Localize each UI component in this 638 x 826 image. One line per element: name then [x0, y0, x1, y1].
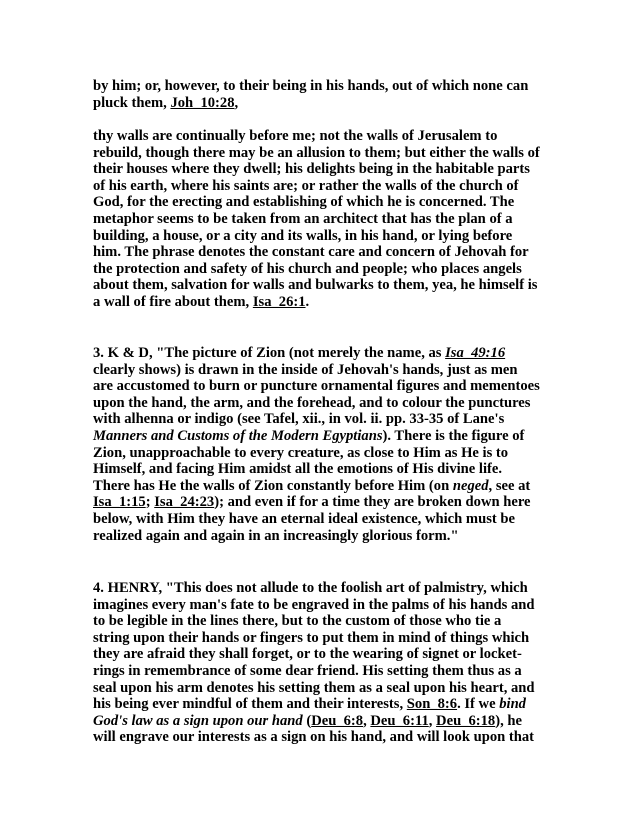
text-segment: will engrave our interests as a sign on his hand, and will look upon that — [93, 729, 535, 746]
paragraph-gill-continuation — [93, 78, 553, 111]
text-segment: bind — [499, 696, 526, 713]
scripture-reference-link[interactable]: Isa_24:23 — [154, 494, 215, 511]
text-segment: 3. K & D, "The picture of Zion (not merely the name, as — [93, 345, 446, 361]
text-line — [93, 646, 553, 663]
text-line — [93, 211, 553, 228]
text-line — [93, 428, 553, 445]
text-segment: God, for the erecting and establishing of which he is concerned. The — [93, 194, 515, 211]
text-line — [93, 696, 553, 713]
scripture-reference-link[interactable]: Isa_1:15 — [93, 494, 146, 511]
text-segment: . — [305, 293, 310, 310]
text-segment: neged — [452, 477, 489, 494]
text-segment: , — [234, 94, 239, 111]
text-segment: Manners and Customs of the Modern Egyptians — [93, 427, 383, 444]
text-segment: Himself, and facing Him amidst all the emotions of His divine life. — [93, 461, 503, 478]
text-segment: . If we — [457, 696, 500, 713]
text-line — [93, 613, 553, 630]
text-line — [93, 411, 553, 428]
scripture-reference-link[interactable]: Isa_49:16 — [445, 345, 506, 361]
text-line — [93, 294, 553, 311]
text-segment: seal upon his arm denotes his setting them as a seal upon his heart, and — [93, 679, 535, 696]
text-segment: , — [428, 712, 437, 729]
text-segment: ). There is the figure of — [382, 427, 525, 444]
text-line — [93, 713, 553, 730]
text-segment: of his earth, where his saints are; or rather the walls of the church of — [93, 177, 519, 194]
text-segment: God's law as a sign upon our hand — [93, 712, 303, 729]
text-segment: realized again and again in an increasingly glorious form." — [93, 527, 459, 544]
text-segment: rings in remembrance of some dear friend. His setting them thus as a — [93, 662, 522, 679]
text-line — [93, 244, 553, 261]
text-segment: building, a house, or a city and its walls, in his hand, or lying before — [93, 227, 513, 244]
text-segment: imagines every man's fate to be engraved in the palms of his hands and — [93, 596, 535, 613]
text-line — [93, 461, 553, 478]
text-line — [93, 528, 553, 545]
text-line — [93, 194, 553, 211]
text-line — [93, 378, 553, 395]
text-line — [93, 630, 553, 647]
text-segment: a wall of fire about them, — [93, 293, 253, 310]
text-line — [93, 445, 553, 462]
text-segment: string upon their hands or fingers to put them in mind of things which — [93, 629, 530, 646]
text-line — [93, 178, 553, 195]
scripture-reference-link[interactable]: Isa_26:1 — [252, 293, 306, 310]
text-segment: , see at — [488, 477, 531, 494]
text-line — [93, 161, 553, 178]
text-line — [93, 345, 553, 362]
text-line — [93, 511, 553, 528]
paragraph-keil-delitzsch — [93, 345, 553, 544]
text-line — [93, 145, 553, 162]
text-segment: ; — [145, 494, 155, 511]
text-segment: below, with Him they have an eternal ideal existence, which must be — [93, 510, 515, 527]
text-segment: Zion, unapproachable to every creature, as close to Him as He is to — [93, 444, 509, 461]
paragraph-walls-commentary — [93, 128, 553, 311]
text-segment: ), he — [495, 712, 522, 729]
text-segment: clearly shows) is drawn in the inside of Jehovah's hands, just as men — [93, 361, 518, 378]
text-line — [93, 580, 553, 597]
scripture-reference-link[interactable]: Deu_6:11 — [370, 712, 429, 729]
text-segment: his being ever mindful of them and their interests, — [93, 696, 407, 713]
text-segment: There has He the walls of Zion constantly before Him (on — [93, 477, 453, 494]
text-segment: with alhenna or indigo (see Tafel, xii., in vol. ii. pp. 33-35 of Lane's — [93, 411, 505, 428]
text-line — [93, 277, 553, 294]
text-segment: to be legible in the lines there, but to the custom of those who tie a — [93, 613, 502, 630]
text-line — [93, 128, 553, 145]
text-segment: pluck them, — [93, 94, 171, 111]
text-segment: are accustomed to burn or puncture ornamental figures and mementoes — [93, 378, 540, 395]
text-segment: him. The phrase denotes the constant care and concern of Jehovah for — [93, 244, 529, 261]
text-line — [93, 362, 553, 379]
text-line — [93, 494, 553, 511]
text-line — [93, 228, 553, 245]
text-segment: rebuild, though there may be an allusion to them; but either the walls of — [93, 144, 540, 161]
text-line — [93, 597, 553, 614]
scripture-reference-link[interactable]: Deu_6:18 — [436, 712, 496, 729]
text-segment: the protection and safety of his church and people; who places angels — [93, 260, 522, 277]
text-line — [93, 261, 553, 278]
text-segment: ( — [302, 712, 312, 729]
text-line — [93, 95, 553, 112]
text-segment: upon the hand, the arm, and the forehead, and to colour the punctures — [93, 394, 531, 411]
text-line — [93, 663, 553, 680]
text-line — [93, 78, 553, 95]
text-segment: ); and even if for a time they are broken down here — [214, 494, 531, 511]
text-segment: metaphor seems to be taken from an architect that has the plan of a — [93, 210, 513, 227]
paragraph-henry — [93, 580, 553, 746]
text-segment: their houses where they dwell; his delights being in the habitable parts — [93, 161, 530, 178]
text-line — [93, 478, 553, 495]
text-segment: 4. HENRY, "This does not allude to the foolish art of palmistry, which — [93, 580, 528, 596]
text-line — [93, 395, 553, 412]
text-segment: about them, salvation for walls and bulwarks to them, yea, he himself is — [93, 277, 538, 294]
scripture-reference-link[interactable]: Son_8:6 — [406, 696, 458, 713]
text-segment: by him; or, however, to their being in his hands, out of which none can — [93, 78, 529, 94]
scripture-reference-link[interactable]: Deu_6:8 — [311, 712, 364, 729]
text-segment: thy walls are continually before me; not the walls of Jerusalem to — [93, 128, 498, 144]
text-line — [93, 680, 553, 697]
text-segment: , — [363, 712, 371, 729]
scripture-reference-link[interactable]: Joh_10:28 — [170, 94, 235, 111]
text-line — [93, 729, 553, 746]
text-segment: they are afraid they shall forget, or to the wearing of signet or locket- — [93, 646, 522, 663]
